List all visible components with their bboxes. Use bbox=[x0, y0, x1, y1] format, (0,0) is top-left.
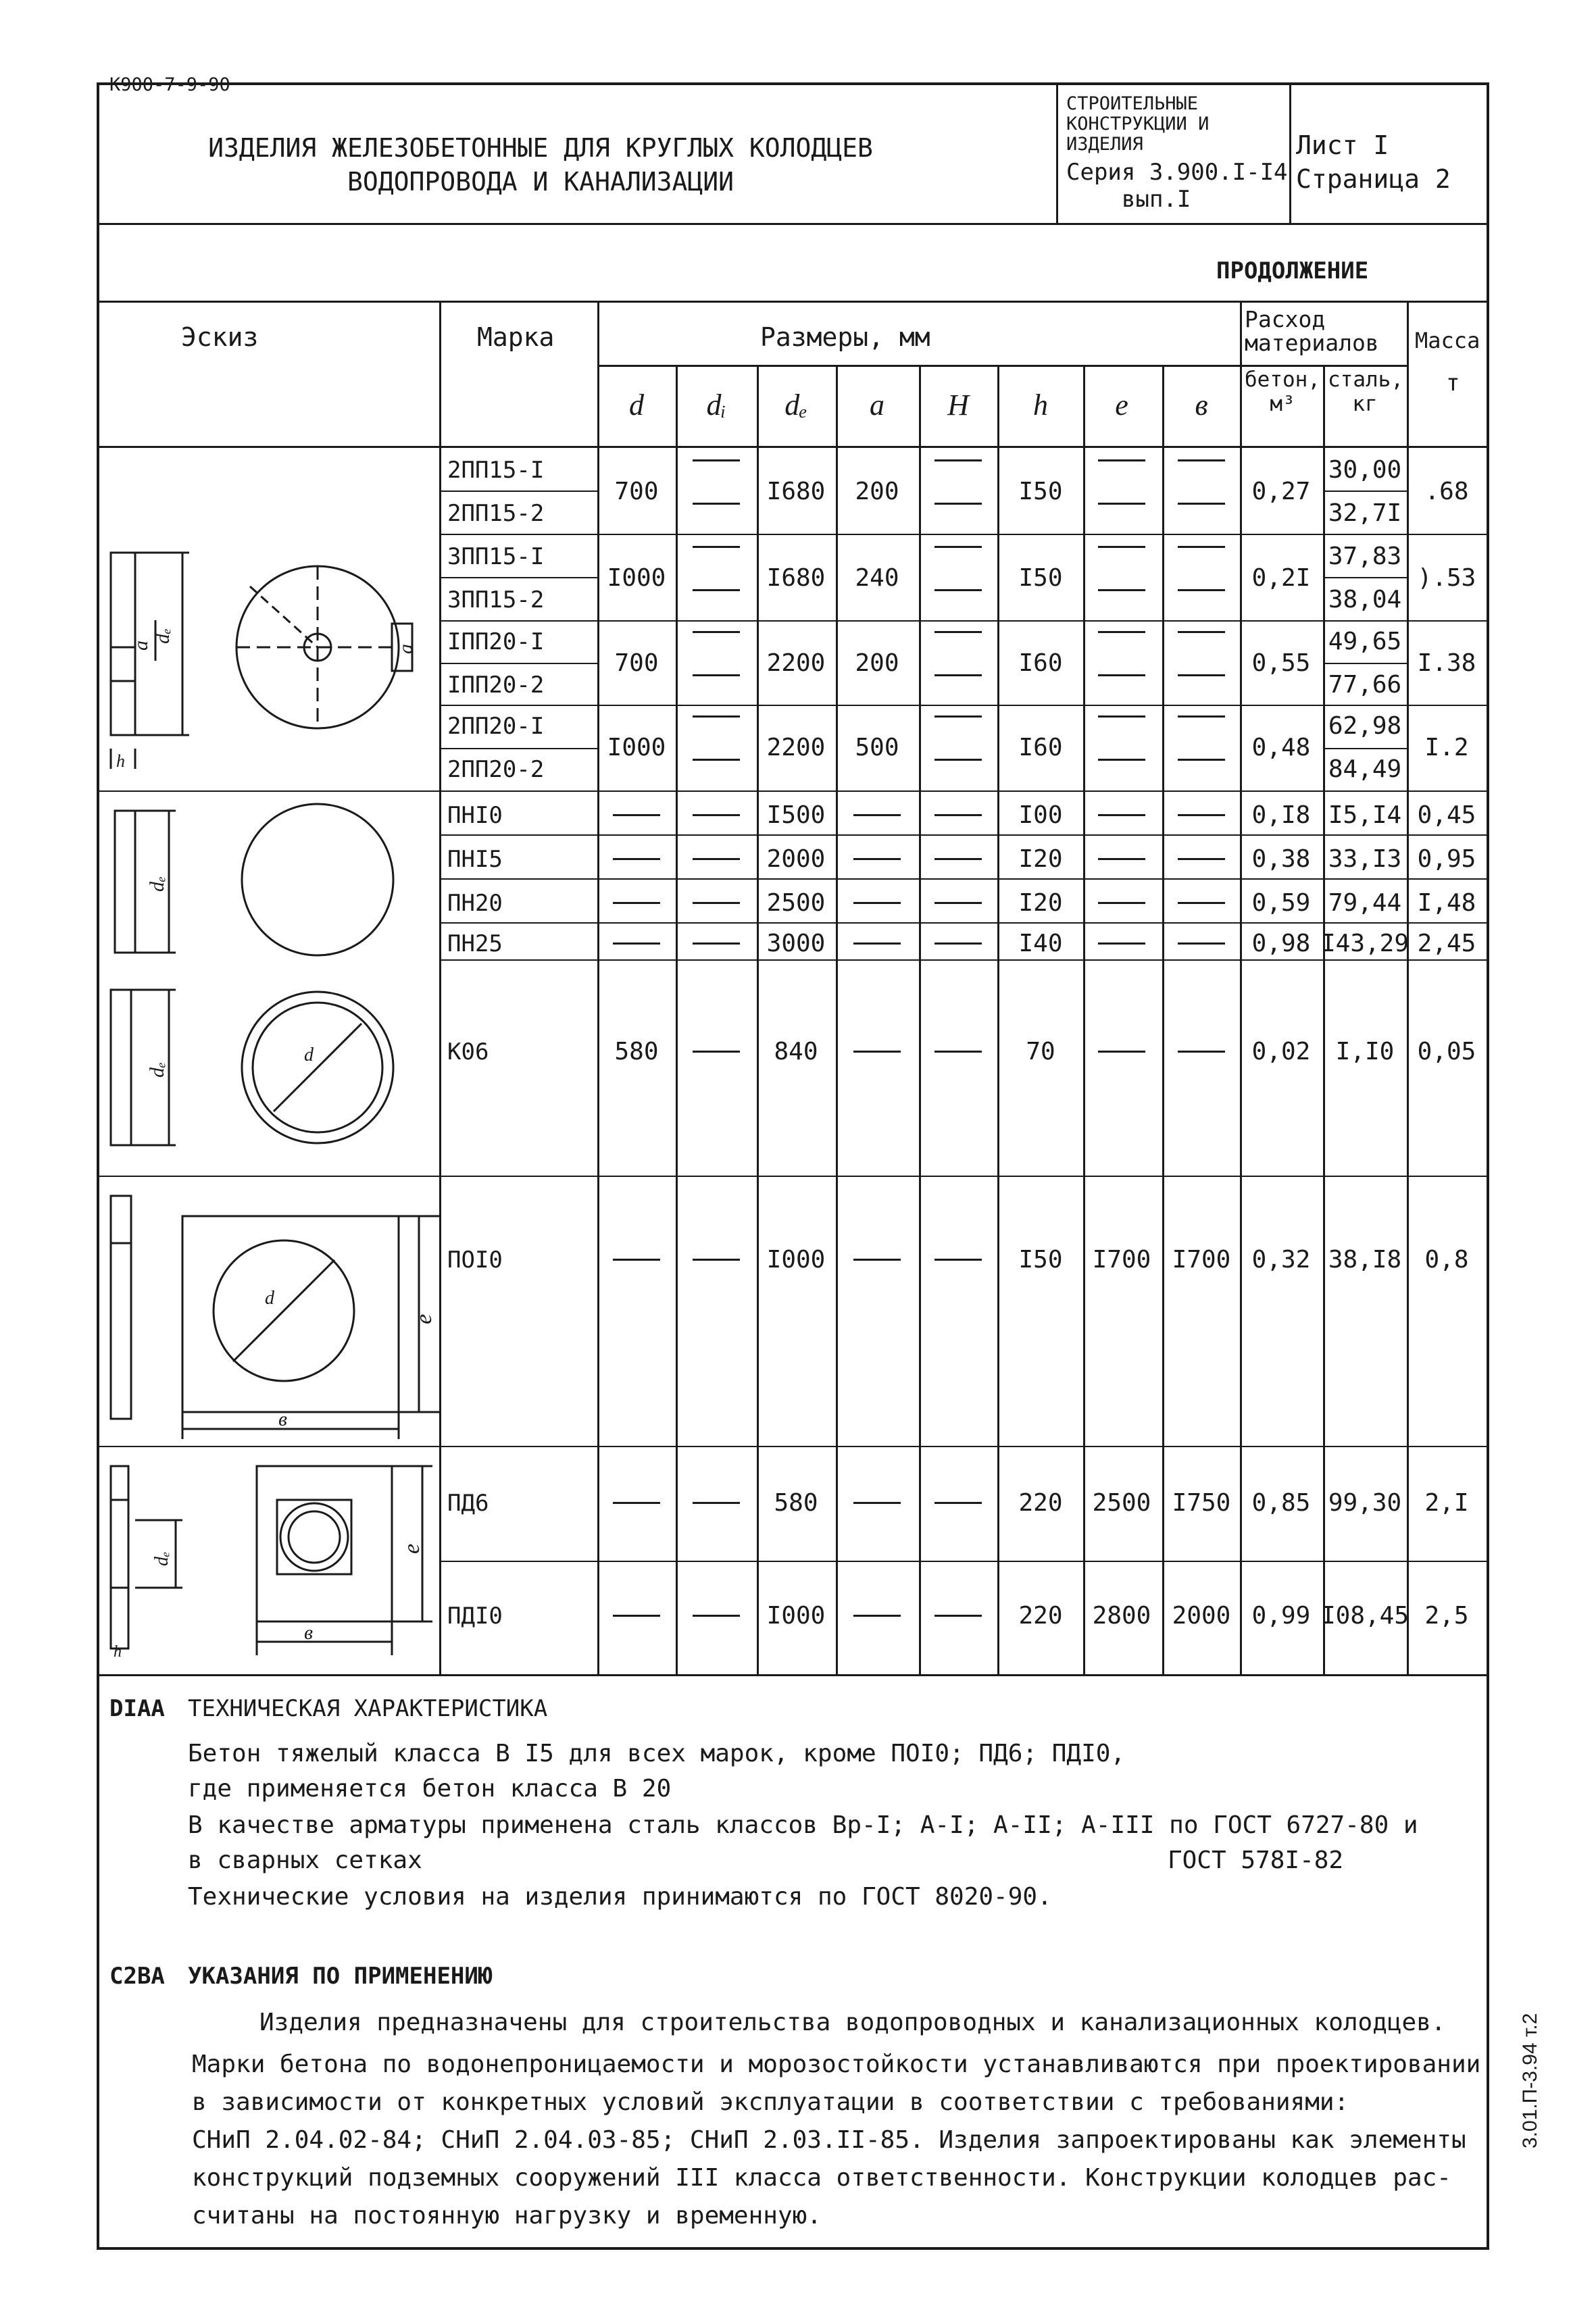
dim-H-dash bbox=[934, 1051, 982, 1053]
series-line: КОНСТРУКЦИИ И bbox=[1066, 114, 1210, 134]
tech-line: в сварных сетках bbox=[188, 1846, 422, 1874]
dim-de: 580 bbox=[774, 1489, 818, 1517]
header-sketch: Эскиз bbox=[181, 322, 259, 352]
dim-d: 580 bbox=[614, 1038, 659, 1065]
grid-subrow bbox=[439, 748, 597, 749]
dim-d-dash bbox=[613, 942, 660, 945]
dim-H-dash bbox=[934, 902, 982, 904]
dim-de: 3000 bbox=[766, 930, 826, 957]
dim-b-dash bbox=[1178, 814, 1225, 816]
grid-head-mid bbox=[597, 365, 1240, 367]
dim-e-dash bbox=[1098, 459, 1145, 461]
dim-b-dash bbox=[1178, 546, 1225, 548]
steel-cell: 33,I3 bbox=[1328, 845, 1402, 873]
tech-code: DIAA bbox=[109, 1695, 165, 1722]
label-e: e bbox=[412, 1313, 437, 1324]
dim-h: 70 bbox=[1026, 1038, 1055, 1065]
dim-d: I000 bbox=[607, 734, 666, 761]
usage-line: Изделия предназначены для строительства водопроводных и канализационных колодцев. bbox=[259, 2009, 1446, 2036]
dim-de: 2000 bbox=[766, 845, 826, 873]
dim-b-dash bbox=[1178, 902, 1225, 904]
dim-a-dash bbox=[853, 858, 901, 860]
steel-cell: 38,I8 bbox=[1328, 1246, 1402, 1274]
concrete-cell: 0,85 bbox=[1251, 1489, 1311, 1517]
dim-b: 2000 bbox=[1172, 1602, 1231, 1630]
concrete-cell: 0,59 bbox=[1251, 889, 1311, 917]
header-steel: сталь, кг bbox=[1328, 368, 1403, 416]
usage-line: Марки бетона по водонепроницаемости и морозостойкости устанавливаются при проектировании bbox=[192, 2051, 1481, 2078]
dim-d-dash bbox=[613, 1502, 660, 1504]
grid-col bbox=[1083, 365, 1085, 1674]
tech-line: Технические условия на изделия принимаются по ГОСТ 8020-90. bbox=[188, 1883, 1052, 1911]
header-mass-unit: т bbox=[1446, 370, 1460, 397]
concrete-cell: 0,48 bbox=[1251, 734, 1311, 761]
dim-di-dash bbox=[693, 902, 740, 904]
mass-cell: I.2 bbox=[1424, 734, 1469, 761]
dim-header: dᵢ bbox=[706, 388, 726, 422]
dim-a-dash bbox=[853, 1051, 901, 1053]
dim-header: e bbox=[1115, 388, 1128, 422]
concrete-cell: 0,55 bbox=[1251, 649, 1311, 677]
mass-cell: 0,05 bbox=[1417, 1038, 1476, 1065]
tech-line: В качестве арматуры применена сталь классов Вр-I; А-I; А-II; А-III по ГОСТ 6727-80 и bbox=[188, 1811, 1418, 1839]
dim-di-dash bbox=[693, 589, 740, 591]
mark-cell: ПОI0 bbox=[447, 1247, 503, 1274]
grid-col-mass bbox=[1407, 301, 1409, 1674]
sketch-po-slab bbox=[101, 1189, 439, 1446]
mark-cell: 3ПП15-2 bbox=[447, 586, 545, 613]
mass-cell: I.38 bbox=[1417, 649, 1476, 677]
dim-d: 700 bbox=[614, 478, 659, 505]
mark-cell: К06 bbox=[447, 1038, 489, 1065]
label-b: в bbox=[304, 1621, 314, 1644]
grid-row-separator bbox=[439, 878, 1487, 880]
dim-d-dash bbox=[613, 814, 660, 816]
mark-cell: ПН20 bbox=[447, 890, 503, 917]
concrete-cell: 0,98 bbox=[1251, 930, 1311, 957]
dim-b-dash bbox=[1178, 759, 1225, 761]
grid-col-steel bbox=[1323, 365, 1325, 1674]
usage-line: СНиП 2.04.02-84; СНиП 2.04.03-85; СНиП 2.03.II-85. Изделия запроектированы как элементы bbox=[192, 2126, 1466, 2154]
grid-col bbox=[757, 365, 759, 1674]
dim-e-dash bbox=[1098, 759, 1145, 761]
dim-de: 840 bbox=[774, 1038, 818, 1065]
dim-b: I750 bbox=[1172, 1489, 1231, 1517]
label-de: dₑ bbox=[151, 628, 174, 644]
label-h: h bbox=[114, 1643, 122, 1661]
grid-row-separator bbox=[439, 620, 1487, 622]
dim-header: H bbox=[947, 388, 969, 422]
series-line: СТРОИТЕЛЬНЫЕ bbox=[1066, 93, 1199, 114]
grid-row-separator bbox=[439, 1561, 1487, 1562]
steel-cell: I5,I4 bbox=[1328, 801, 1402, 829]
dim-header: dₑ bbox=[784, 388, 807, 422]
label-d: d bbox=[265, 1288, 274, 1309]
grid-row-separator bbox=[439, 834, 1487, 836]
mark-cell: IПП20-2 bbox=[447, 672, 545, 699]
grid-subrow bbox=[439, 663, 597, 664]
grid-col bbox=[1162, 365, 1164, 1674]
header-mass: Масса bbox=[1415, 328, 1480, 353]
concrete-cell: 0,I8 bbox=[1251, 801, 1311, 829]
series-line: ИЗДЕЛИЯ bbox=[1066, 134, 1143, 155]
label-h: h bbox=[116, 751, 125, 771]
dim-header: a bbox=[870, 388, 884, 422]
grid-row-separator bbox=[439, 705, 1487, 706]
grid-row-separator bbox=[97, 1446, 1487, 1447]
header-mark: Марка bbox=[477, 322, 555, 352]
grid-col-d bbox=[597, 301, 599, 1674]
mark-cell: ПДI0 bbox=[447, 1603, 503, 1630]
dim-d: 700 bbox=[614, 649, 659, 677]
grid-row-separator bbox=[439, 922, 1487, 924]
dim-e-dash bbox=[1098, 902, 1145, 904]
dim-de: 2200 bbox=[766, 649, 826, 677]
dim-e: 2800 bbox=[1092, 1602, 1151, 1630]
dim-H-dash bbox=[934, 715, 982, 718]
label-e: e bbox=[399, 1543, 424, 1554]
dim-de: I000 bbox=[766, 1602, 826, 1630]
dim-h: I50 bbox=[1018, 1246, 1063, 1274]
frame-bottom bbox=[97, 2247, 1489, 2250]
steel-cell: 30,00 bbox=[1328, 456, 1402, 484]
dim-a: 200 bbox=[855, 649, 899, 677]
dim-e-dash bbox=[1098, 674, 1145, 676]
mark-cell: ПНI0 bbox=[447, 802, 503, 829]
dim-H-dash bbox=[934, 858, 982, 860]
usage-code: C2BA bbox=[109, 1963, 165, 1990]
label-de: dₑ bbox=[151, 1551, 172, 1566]
dim-e-dash bbox=[1098, 631, 1145, 633]
mass-cell: 0,95 bbox=[1417, 845, 1476, 873]
dim-e-dash bbox=[1098, 503, 1145, 505]
dim-d-dash bbox=[613, 1615, 660, 1617]
grid-row-separator bbox=[439, 534, 1487, 535]
grid-col-concrete bbox=[1240, 301, 1242, 1674]
mass-cell: ).53 bbox=[1417, 564, 1476, 592]
dim-h: 220 bbox=[1018, 1602, 1063, 1630]
dim-H-dash bbox=[934, 1502, 982, 1504]
grid-col bbox=[997, 365, 999, 1674]
dim-b-dash bbox=[1178, 1051, 1225, 1053]
title-line-1: ИЗДЕЛИЯ ЖЕЛЕЗОБЕТОННЫЕ ДЛЯ КРУГЛЫХ КОЛОДЦЕВ bbox=[208, 133, 873, 163]
dim-H-dash bbox=[934, 1615, 982, 1617]
dim-b-dash bbox=[1178, 942, 1225, 945]
dim-H-dash bbox=[934, 589, 982, 591]
dim-a-dash bbox=[853, 1502, 901, 1504]
dim-H-dash bbox=[934, 1259, 982, 1261]
dim-h: I50 bbox=[1018, 478, 1063, 505]
dim-h: 220 bbox=[1018, 1489, 1063, 1517]
header-bottom bbox=[97, 223, 1489, 225]
header-divider-1 bbox=[1056, 82, 1058, 224]
dim-de: I500 bbox=[766, 801, 826, 829]
dim-d: I000 bbox=[607, 564, 666, 592]
grid-col-mark bbox=[439, 301, 441, 1674]
dim-b-dash bbox=[1178, 674, 1225, 676]
usage-heading: УКАЗАНИЯ ПО ПРИМЕНЕНИЮ bbox=[188, 1963, 493, 1990]
steel-cell: 79,44 bbox=[1328, 889, 1402, 917]
header-sizes: Размеры, мм bbox=[760, 322, 930, 352]
dim-a: 240 bbox=[855, 564, 899, 592]
dim-b-dash bbox=[1178, 858, 1225, 860]
tech-heading: ТЕХНИЧЕСКАЯ ХАРАКТЕРИСТИКА bbox=[188, 1695, 548, 1722]
dim-e-dash bbox=[1098, 1051, 1145, 1053]
dim-de: I000 bbox=[766, 1246, 826, 1274]
dim-d-dash bbox=[613, 858, 660, 860]
concrete-cell: 0,38 bbox=[1251, 845, 1311, 873]
sheet-number: Лист I bbox=[1296, 130, 1389, 160]
dim-h: I20 bbox=[1018, 889, 1063, 917]
frame-top bbox=[97, 82, 1489, 85]
usage-line: в зависимости от конкретных условий эксплуатации в соответствии с требованиями: bbox=[192, 2088, 1349, 2116]
dim-b-dash bbox=[1178, 459, 1225, 461]
page-number: Страница 2 bbox=[1296, 164, 1451, 194]
label-a: a bbox=[130, 640, 152, 651]
dim-H-dash bbox=[934, 674, 982, 676]
dim-di-dash bbox=[693, 759, 740, 761]
dim-di-dash bbox=[693, 1502, 740, 1504]
mark-cell: ПНI5 bbox=[447, 846, 503, 873]
side-stamp: 3.01.П-3.94 т.2 bbox=[1519, 2013, 1541, 2148]
dim-e: I700 bbox=[1092, 1246, 1151, 1274]
concrete-cell: 0,99 bbox=[1251, 1602, 1311, 1630]
dim-H-dash bbox=[934, 546, 982, 548]
mass-cell: I,48 bbox=[1417, 889, 1476, 917]
dim-di-dash bbox=[693, 942, 740, 945]
dim-H-dash bbox=[934, 503, 982, 505]
grid-row-separator bbox=[97, 1176, 1487, 1177]
steel-cell: 77,66 bbox=[1328, 671, 1402, 699]
dim-h: I50 bbox=[1018, 564, 1063, 592]
grid-subrow bbox=[1323, 663, 1407, 664]
mark-cell: ПД6 bbox=[447, 1490, 489, 1517]
grid-subrow bbox=[439, 577, 597, 578]
dim-di-dash bbox=[693, 1051, 740, 1053]
dim-e-dash bbox=[1098, 589, 1145, 591]
mass-cell: .68 bbox=[1424, 478, 1469, 505]
grid-subrow bbox=[1323, 577, 1407, 578]
label-d: d bbox=[304, 1045, 314, 1065]
grid-subrow bbox=[1323, 491, 1407, 492]
mark-cell: ПН25 bbox=[447, 930, 503, 957]
dim-h: I00 bbox=[1018, 801, 1063, 829]
concrete-cell: 0,2I bbox=[1251, 564, 1311, 592]
grid-col bbox=[919, 365, 921, 1674]
dim-e: 2500 bbox=[1092, 1489, 1151, 1517]
dim-H-dash bbox=[934, 942, 982, 945]
dim-h: I60 bbox=[1018, 649, 1063, 677]
mass-cell: 2,45 bbox=[1417, 930, 1476, 957]
steel-cell: 37,83 bbox=[1328, 543, 1402, 570]
label-b: в bbox=[278, 1408, 288, 1430]
dim-a-dash bbox=[853, 902, 901, 904]
dim-b-dash bbox=[1178, 589, 1225, 591]
header-concrete: бетон, м³ bbox=[1245, 368, 1320, 416]
dim-di-dash bbox=[693, 674, 740, 676]
usage-line: конструкций подземных сооружений III класса ответственности. Конструкции колодцев рас- bbox=[192, 2164, 1451, 2192]
label-d: a bbox=[395, 644, 417, 654]
grid-head-bottom bbox=[97, 446, 1489, 448]
table-top bbox=[97, 301, 1489, 303]
dim-H-dash bbox=[934, 459, 982, 461]
dim-h: I60 bbox=[1018, 734, 1063, 761]
concrete-cell: 0,32 bbox=[1251, 1246, 1311, 1274]
sketch-pd-slab bbox=[101, 1453, 439, 1662]
steel-cell: 49,65 bbox=[1328, 628, 1402, 655]
grid-head-mid bbox=[1240, 365, 1407, 367]
dim-di-dash bbox=[693, 715, 740, 718]
dim-e-dash bbox=[1098, 814, 1145, 816]
steel-cell: I,I0 bbox=[1335, 1038, 1395, 1065]
dim-di-dash bbox=[693, 814, 740, 816]
dim-d-dash bbox=[613, 902, 660, 904]
grid-col bbox=[676, 365, 678, 1674]
dim-e-dash bbox=[1098, 942, 1145, 945]
dim-di-dash bbox=[693, 546, 740, 548]
tech-line: Бетон тяжелый класса В I5 для всех марок, кроме ПОI0; ПД6; ПДI0, bbox=[188, 1740, 1126, 1767]
dim-d-dash bbox=[613, 1259, 660, 1261]
concrete-cell: 0,02 bbox=[1251, 1038, 1311, 1065]
continuation-label: ПРОДОЛЖЕНИЕ bbox=[1216, 257, 1369, 284]
dim-a: 200 bbox=[855, 478, 899, 505]
dim-di-dash bbox=[693, 1259, 740, 1261]
steel-cell: I08,45 bbox=[1320, 1602, 1410, 1630]
dim-di-dash bbox=[693, 503, 740, 505]
dim-header: d bbox=[629, 388, 644, 422]
header-divider-2 bbox=[1289, 82, 1291, 224]
grid-col bbox=[836, 365, 838, 1674]
dim-b: I700 bbox=[1172, 1246, 1231, 1274]
grid-subrow bbox=[1323, 748, 1407, 749]
sketch-pn-plate bbox=[101, 797, 439, 966]
dim-a: 500 bbox=[855, 734, 899, 761]
steel-cell: 32,7I bbox=[1328, 499, 1402, 527]
mark-cell: 2ПП15-I bbox=[447, 457, 545, 484]
dim-H-dash bbox=[934, 759, 982, 761]
grid-subrow bbox=[439, 491, 597, 492]
dim-a-dash bbox=[853, 814, 901, 816]
dim-di-dash bbox=[693, 1615, 740, 1617]
mass-cell: 2,5 bbox=[1424, 1602, 1469, 1630]
steel-cell: 99,30 bbox=[1328, 1489, 1402, 1517]
label-de: dₑ bbox=[146, 1062, 168, 1078]
grid-row-separator bbox=[439, 959, 1487, 961]
dim-header: h bbox=[1033, 388, 1048, 422]
dim-e-dash bbox=[1098, 858, 1145, 860]
dim-H-dash bbox=[934, 631, 982, 633]
dim-e-dash bbox=[1098, 715, 1145, 718]
tech-gost-right: ГОСТ 578I-82 bbox=[1168, 1846, 1344, 1874]
dim-b-dash bbox=[1178, 631, 1225, 633]
mark-cell: 2ПП20-2 bbox=[447, 756, 545, 783]
header-materials: Расход материалов bbox=[1245, 306, 1379, 356]
sketch-pp-slab bbox=[101, 451, 439, 789]
dim-di-dash bbox=[693, 858, 740, 860]
frame-left bbox=[97, 82, 99, 2250]
grid-row-separator bbox=[97, 790, 1487, 792]
dim-h: I40 bbox=[1018, 930, 1063, 957]
dim-H-dash bbox=[934, 814, 982, 816]
frame-right bbox=[1487, 82, 1489, 2250]
mark-cell: IПП20-I bbox=[447, 628, 545, 655]
tech-line: где применяется бетон класса В 20 bbox=[188, 1775, 672, 1803]
dim-b-dash bbox=[1178, 715, 1225, 718]
dim-de: 2500 bbox=[766, 889, 826, 917]
dim-de: I680 bbox=[766, 478, 826, 505]
steel-cell: 84,49 bbox=[1328, 755, 1402, 783]
sketch-ring-k06 bbox=[101, 976, 439, 1159]
dim-a-dash bbox=[853, 1259, 901, 1261]
dim-b-dash bbox=[1178, 503, 1225, 505]
dim-h: I20 bbox=[1018, 845, 1063, 873]
dim-de: 2200 bbox=[766, 734, 826, 761]
mass-cell: 0,45 bbox=[1417, 801, 1476, 829]
dim-header: в bbox=[1195, 388, 1208, 422]
concrete-cell: 0,27 bbox=[1251, 478, 1311, 505]
mass-cell: 0,8 bbox=[1424, 1246, 1469, 1274]
series-number: Серия 3.900.I-I4 bbox=[1066, 159, 1288, 186]
steel-cell: 38,04 bbox=[1328, 586, 1402, 613]
dim-a-dash bbox=[853, 942, 901, 945]
dim-di-dash bbox=[693, 459, 740, 461]
mark-cell: 2ПП15-2 bbox=[447, 500, 545, 527]
mark-cell: 2ПП20-I bbox=[447, 713, 545, 740]
title-line-2: ВОДОПРОВОДА И КАНАЛИЗАЦИИ bbox=[347, 167, 734, 197]
dim-a-dash bbox=[853, 1615, 901, 1617]
usage-line: считаны на постоянную нагрузку и временную. bbox=[192, 2202, 822, 2230]
mass-cell: 2,I bbox=[1424, 1489, 1469, 1517]
series-issue: вып.I bbox=[1122, 186, 1191, 213]
dim-e-dash bbox=[1098, 546, 1145, 548]
table-bottom bbox=[97, 1674, 1489, 1676]
steel-cell: 62,98 bbox=[1328, 712, 1402, 740]
dim-de: I680 bbox=[766, 564, 826, 592]
label-de: dₑ bbox=[146, 876, 168, 892]
steel-cell: I43,29 bbox=[1320, 930, 1410, 957]
mark-cell: 3ПП15-I bbox=[447, 543, 545, 570]
dim-di-dash bbox=[693, 631, 740, 633]
